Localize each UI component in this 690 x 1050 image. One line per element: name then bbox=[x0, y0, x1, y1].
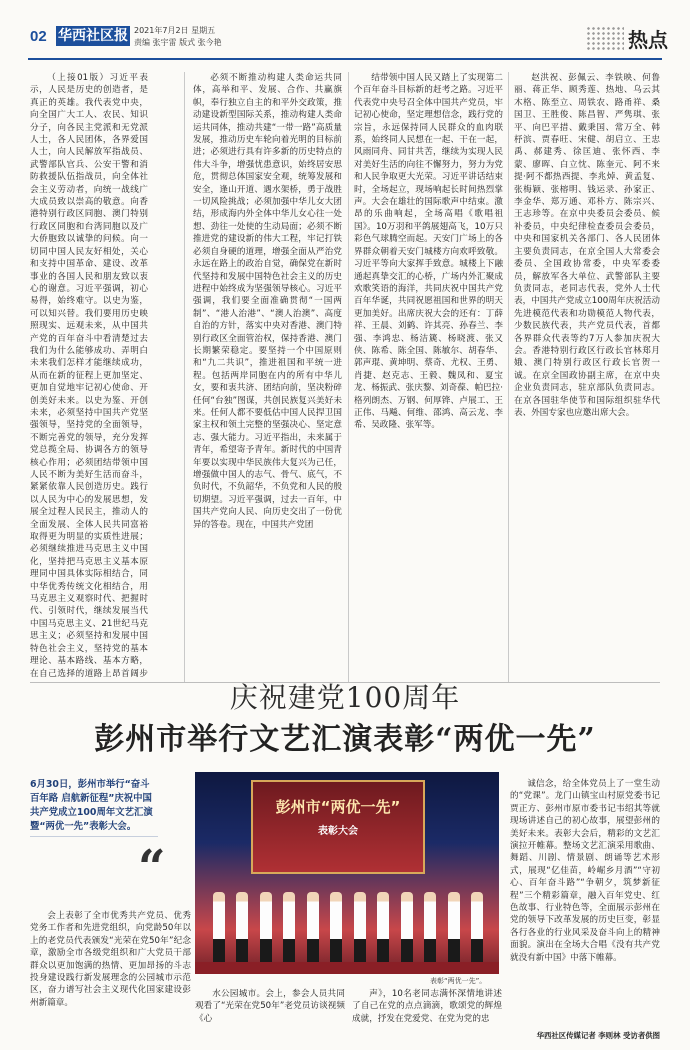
article1-column-4 bbox=[514, 72, 660, 678]
honorees-row bbox=[213, 880, 483, 972]
person-figure bbox=[307, 892, 319, 970]
paper-logo: 华西社区报 bbox=[58, 28, 128, 44]
article1-text-2: 必须不断推动构建人类命运共同体，高举和平、发展、合作、共赢旗帜，奉行独立自主的和平外交政策，推动建设新型国际关系，推动构建人类命运共同体，推动共建“一带一路”高质量发展，推动历史车轮向着光明的目标前进；必须进行具有许多新的历史特点的伟大斗争，增强忧患意识，始终居安思危，贯彻总体国家安全观，统筹发展和安全，逢山开道、遇水架桥，勇于战胜一切风险挑战；必须加强中华儿女大团结，形成海内外全体中华儿女心往一处想、劲往一处使的生动局面；必须不断推进党的建设新的伟大工程，牢记打铁必须自身硬的道理，增强全面从严治党永远在路上的政治自觉，确保党在新时代坚持和发展中国特色社会主义的历史进程中始终成为坚强领导核心。习近平强调，我们要全面准确贯彻“一国两制”、“港人治港”、“澳人治澳”、高度自治的方针，落实中央对香港、澳门特别行政区全面管治权，保持香港、澳门长期繁荣稳定。要坚持一个中国原则和“九二共识”，推进祖国和平统一进程。包括两岸同胞在内的所有中华儿女，要和衷共济、团结向前，坚决粉碎任何“台独”图谋，共创民族复兴美好未来。任何人都不要低估中国人民捍卫国家主权和领土完整的坚强决心、坚定意志、强大能力。习近平指出，未来属于青年，希望寄予青年。新时代的中国青年要以实现中华民族伟大复兴为己任，增强做中国人的志气、骨气、底气，不负时代，不负韶华，不负党和人民的殷切期望。习近平强调，过去一百年，中国共产党向人民、向历史交出了一份优异的答卷。现在，中国共产党团 bbox=[193, 73, 342, 530]
column-divider bbox=[184, 72, 185, 682]
article1-column-1 bbox=[30, 72, 148, 678]
article1-column-2 bbox=[193, 72, 342, 678]
article1-text-4: 赵洪祝、彭佩云、李铁映、何鲁丽、蒋正华、顾秀莲、热地、乌云其木格、陈至立、周铁农、路甬祥、桑国卫、王胜俊、陈昌智、严隽琪、张平、向巴平措、戴秉国、常万全、韩杼滨、贾春旺、宋健、胡启立、王忠禹、郝建秀、徐匡迪、张怀西、李蒙、廖晖、白立忱、陈奎元、阿不来提·阿不都热西提、李兆焯、黄孟复、张梅颖、张榕明、钱运录、孙家正、李金华、郑万通、邓朴方、陈宗兴、王志珍等。在京中央委员会委员、候补委员，中央纪律检查委员会委员，中央和国家机关各部门、各人民团体主要负责同志，在京全国人大常委会委员、全国政协常委，中央军委委员，解放军各大单位、武警部队主要负责同志，老同志代表，党外人士代表，中国共产党成立100周年庆祝活动先进模范代表和功勋模范人物代表，少数民族代表，共产党员代表，首都各界群众代表等约7万人参加庆祝大会。香港特别行政区行政长官林郑月娥、澳门特别行政区行政长官贺一诚。在京全国政协副主席，在京中央企业负责同志，驻京部队负责同志。在京各国驻华使节和国际组织驻华代表、外国专家也应邀出席大会。 bbox=[514, 73, 660, 418]
article2-text-4: 诚信念，给全体党员上了一堂生动的“党课”。龙门山镇宝山村原党委书记贾正方、彭州市原市委书记韦绍其等就现场讲述自己的初心故事，展望彭州的美好未来。表彰大会后，精彩的文艺汇演拉开帷幕。整场文艺汇演采用歌曲、舞蹈、川剧、情景剧、朗诵等艺术形式，展现“亿佳苗，岭崛乡月酒”“守初心、百年奋斗路”“争朝夕，筑梦新征程”三个精彩篇章，融入百年党史、红色故事、行业特色等，全面展示彭州在党的领导下改革发展的历史巨变，彰显各行各业的行业风采及奋斗向上的精神面貌。演出在全场大合唱《没有共产党就没有新中国》中落下帷幕。 bbox=[510, 779, 660, 963]
banner-title: 彭州市“两优一先” bbox=[275, 798, 401, 816]
article2-column-4 bbox=[510, 778, 660, 1028]
article2-lead: 6月30日，彭州市举行“奋斗百年路 启航新征程”庆祝中国共产党成立100周年文艺汇演暨“两优一先”表彰大会。 bbox=[30, 779, 153, 832]
person-figure bbox=[236, 892, 248, 970]
page-number: 02 bbox=[30, 28, 47, 45]
person-figure bbox=[448, 892, 460, 970]
lead-divider bbox=[30, 836, 158, 837]
column-divider bbox=[348, 72, 349, 682]
person-figure bbox=[283, 892, 295, 970]
person-figure bbox=[260, 892, 272, 970]
person-figure bbox=[377, 892, 389, 970]
editor-credits: 责编 张宇雷 版式 张今艳 bbox=[134, 38, 222, 47]
quote-mark-icon: “ bbox=[138, 840, 166, 896]
article1-column-3 bbox=[354, 72, 503, 678]
header-rule bbox=[28, 58, 662, 60]
stage-floor bbox=[195, 962, 499, 974]
dot-pattern-icon bbox=[586, 26, 624, 50]
article2-column-1 bbox=[30, 910, 191, 1044]
person-figure bbox=[424, 892, 436, 970]
banner-subtitle: 表彰大会 bbox=[318, 826, 358, 837]
person-figure bbox=[354, 892, 366, 970]
headline-main: 彭州市举行文艺汇演表彰“两优一先” bbox=[94, 722, 596, 757]
person-figure bbox=[330, 892, 342, 970]
person-figure bbox=[401, 892, 413, 970]
article2-column-2 bbox=[195, 988, 345, 1044]
article2-text-3: 声》，10名老同志满怀深情地讲述了自己在党的点点滴滴，歌颂党的辉煌成就，抒发在党爱党、在党为党的忠 bbox=[352, 989, 502, 1024]
headline-kicker: 庆祝建党100周年 bbox=[229, 681, 461, 714]
section-title: 热点 bbox=[628, 27, 668, 52]
issue-date: 2021年7月2日 星期五 bbox=[134, 26, 216, 35]
section-label bbox=[586, 24, 668, 52]
article1-text-3: 结带领中国人民又踏上了实现第二个百年奋斗目标新的赶考之路。习近平代表党中央号召全体中国共产党员，牢记初心使命，坚定理想信念，践行党的宗旨，永远保持同人民群众的血肉联系，始终同人民想在一起、干在一起，风雨同舟、同甘共苦，继续为实现人民对美好生活的向往不懈努力，努力为党和人民争取更大光荣。习近平讲话结束时，全场起立，现场响起长时间热烈掌声。大会在雄壮的国际歌声中结束。激昂的乐曲响起，全场高唱《歌唱祖国》。10万羽和平鸽展翅高飞，10万只彩色气球腾空而起。天安门广场上的各界群众朝着天安门城楼方向欢呼致敬。习近平等向大家挥手致意。城楼上下融通起真挚交汇的心桥，广场内外汇聚成欢歌笑语的海洋，共同庆祝中国共产党百年华诞，共同祝愿祖国和世界的明天更加美好。出席庆祝大会的还有：丁薛祥、王晨、刘鹤、许其亮、孙春兰、李强、李鸿忠、杨洁篪、杨晓渡、张又侠、陈希、陈全国、陈敏尔、胡春华、郭声琨、黄坤明、蔡奇、尤权、王勇、肖捷、赵克志、王毅、魏凤和、夏宝龙、杨振武、张庆黎、刘奇葆、帕巴拉·格列朗杰、万钢、何厚铧、卢展工、王正伟、马飚、何维、邵鸿、高云龙、李希、吴政隆、张军等。 bbox=[354, 73, 503, 431]
stage-banner bbox=[251, 780, 425, 874]
column-divider bbox=[508, 72, 509, 682]
article2-column-3 bbox=[352, 988, 502, 1044]
article1-text-1: （上接01版）习近平表示，人民是历史的创造者，是真正的英雄。我代表党中央，向全国广大工人、农民、知识分子，向各民主党派和无党派人士，各人民团体，各界爱国人士，向人民解放军指战员、武警部队官兵、公安干警和消防救援队伍指战员，向全体社会主义劳动者，向统一战线广大成员致以崇高的敬意。向香港特别行政区同胞、澳门特别行政区同胞和台湾同胞以及广大侨胞致以诚挚的问候。向一切同中国人民友好相处，关心和支持中国革命、建设、改革事业的各国人民和朋友致以衷心的谢意。习近平强调，初心易得，始终难守。以史为鉴，可以知兴替。我们要用历史映照现实、远观未来，从中国共产党的百年奋斗中看清楚过去我们为什么能够成功、弄明白未来我们怎样才能继续成功，从而在新的征程上更加坚定、更加自觉地牢记初心使命、开创美好未来。以史为鉴、开创未来，必须坚持中国共产党坚强领导，坚持党的全面领导，不断完善党的领导，充分发挥党总揽全局、协调各方的领导核心作用；必须团结带领中国人民不断为美好生活而奋斗，紧紧依靠人民创造历史。践行以人民为中心的发展思想，发展全过程人民民主，推动人的全面发展、全体人民共同富裕取得更为明显的实质性进展；必须继续推进马克思主义中国化，坚持把马克思主义基本原理同中国具体实际相结合，同中华优秀传统文化相结合，用马克思主义观察时代、把握时代、引领时代，继续发展当代中国马克思主义、21世纪马克思主义；必须坚持和发展中国特色社会主义，坚持党的基本理论、基本路线、基本方略，在自己选择的道路上昂首阔步 bbox=[30, 73, 148, 678]
photo-caption: 表彰“两优一先”。 bbox=[430, 977, 487, 985]
person-figure bbox=[471, 892, 483, 970]
article2-text-2: 水公园城市。会上，参会人员共同观看了“光荣在党50年”老党员访谈视频《心 bbox=[195, 989, 345, 1024]
person-figure bbox=[213, 892, 225, 970]
article2-text-1: 会上表彰了全市优秀共产党员、优秀党务工作者和先进党组织，向党龄50年以上的老党员代表颁发“光荣在党50年”纪念章，激励全市各级党组织和广大党员干部群众以更加饱满的热情、更加昂扬的斗志投身建设践行新发展理念的公园城市示范区，奋力谱写社会主义现代化国家建设彭州新篇章。 bbox=[30, 911, 191, 1008]
event-photo bbox=[195, 772, 499, 974]
byline: 华西社区传媒记者 李则林 受访者供图 bbox=[536, 1031, 660, 1040]
masthead bbox=[0, 0, 690, 62]
